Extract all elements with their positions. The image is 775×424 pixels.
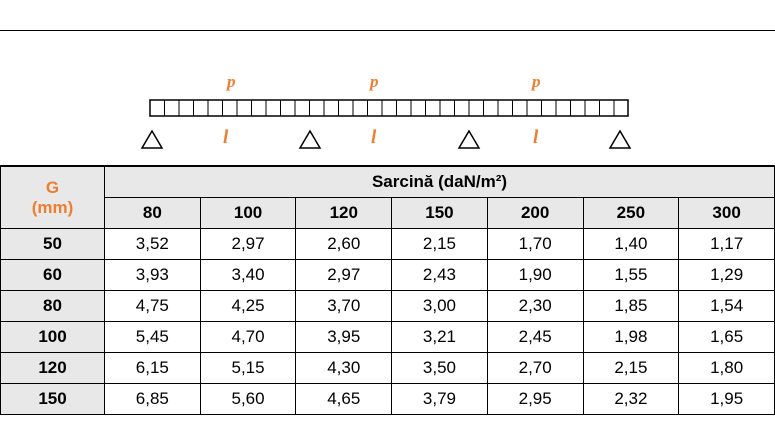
cell-value: 3,00 [392,291,488,322]
cell-value: 3,70 [296,291,392,322]
load-label-3: p [532,72,541,91]
cell-value: 3,95 [296,322,392,353]
corner-header-cell [1,167,105,229]
column-header-200: 200 [487,198,583,229]
span-label-1: l [223,127,229,148]
table-row [1,291,775,322]
column-header-250: 250 [583,198,679,229]
cell-value: 4,75 [105,291,201,322]
table-row [1,229,775,260]
cell-value: 2,70 [487,353,583,384]
load-label-1: p [227,72,236,91]
column-header-80: 80 [105,198,201,229]
column-header-100: 100 [200,198,296,229]
cell-value: 4,70 [200,322,296,353]
beam-supports [142,131,630,148]
cell-value: 3,79 [392,384,488,415]
span-label-3: l [533,127,539,148]
table-row [1,322,775,353]
load-capacity-table [0,166,775,415]
cell-value: 3,40 [200,260,296,291]
column-header-120: 120 [296,198,392,229]
cell-value: 1,55 [583,260,679,291]
cell-value: 4,25 [200,291,296,322]
load-label-2: p [370,72,379,91]
cell-value: 2,15 [583,353,679,384]
cell-value: 1,70 [487,229,583,260]
cell-value: 1,80 [679,353,775,384]
cell-value: 4,65 [296,384,392,415]
row-label: 80 [1,291,105,322]
corner-header-unit: (mm) [31,197,74,217]
cell-value: 4,30 [296,353,392,384]
row-label: 100 [1,322,105,353]
cell-value: 1,90 [487,260,583,291]
cell-value: 2,30 [487,291,583,322]
cell-value: 6,15 [105,353,201,384]
cell-value: 2,45 [487,322,583,353]
cell-value: 1,98 [583,322,679,353]
row-label: 150 [1,384,105,415]
cell-value: 2,95 [487,384,583,415]
cell-value: 1,17 [679,229,775,260]
column-header-150: 150 [392,198,488,229]
cell-value: 1,54 [679,291,775,322]
cell-value: 2,97 [200,229,296,260]
cell-value: 3,50 [392,353,488,384]
cell-value: 3,21 [392,322,488,353]
cell-value: 2,97 [296,260,392,291]
column-header-300: 300 [679,198,775,229]
cell-value: 2,32 [583,384,679,415]
cell-value: 3,52 [105,229,201,260]
corner-header-symbol: G [45,177,60,197]
cell-value: 1,65 [679,322,775,353]
table-header-row-group [1,167,775,198]
beam-diagram [0,0,775,166]
cell-value: 2,15 [392,229,488,260]
beam-diagram-graphic [0,0,775,166]
cell-value: 2,43 [392,260,488,291]
table-row [1,384,775,415]
table-row [1,260,775,291]
cell-value: 3,93 [105,260,201,291]
group-header-cell: Sarcină (daN/m²) [105,167,775,198]
table-row [1,353,775,384]
cell-value: 6,85 [105,384,201,415]
row-label: 60 [1,260,105,291]
row-label: 120 [1,353,105,384]
cell-value: 1,85 [583,291,679,322]
cell-value: 1,29 [679,260,775,291]
cell-value: 1,40 [583,229,679,260]
cell-value: 5,15 [200,353,296,384]
cell-value: 5,60 [200,384,296,415]
cell-value: 1,95 [679,384,775,415]
table-header-row-columns [1,198,775,229]
row-label: 50 [1,229,105,260]
cell-value: 2,60 [296,229,392,260]
cell-value: 5,45 [105,322,201,353]
span-label-2: l [371,127,377,148]
